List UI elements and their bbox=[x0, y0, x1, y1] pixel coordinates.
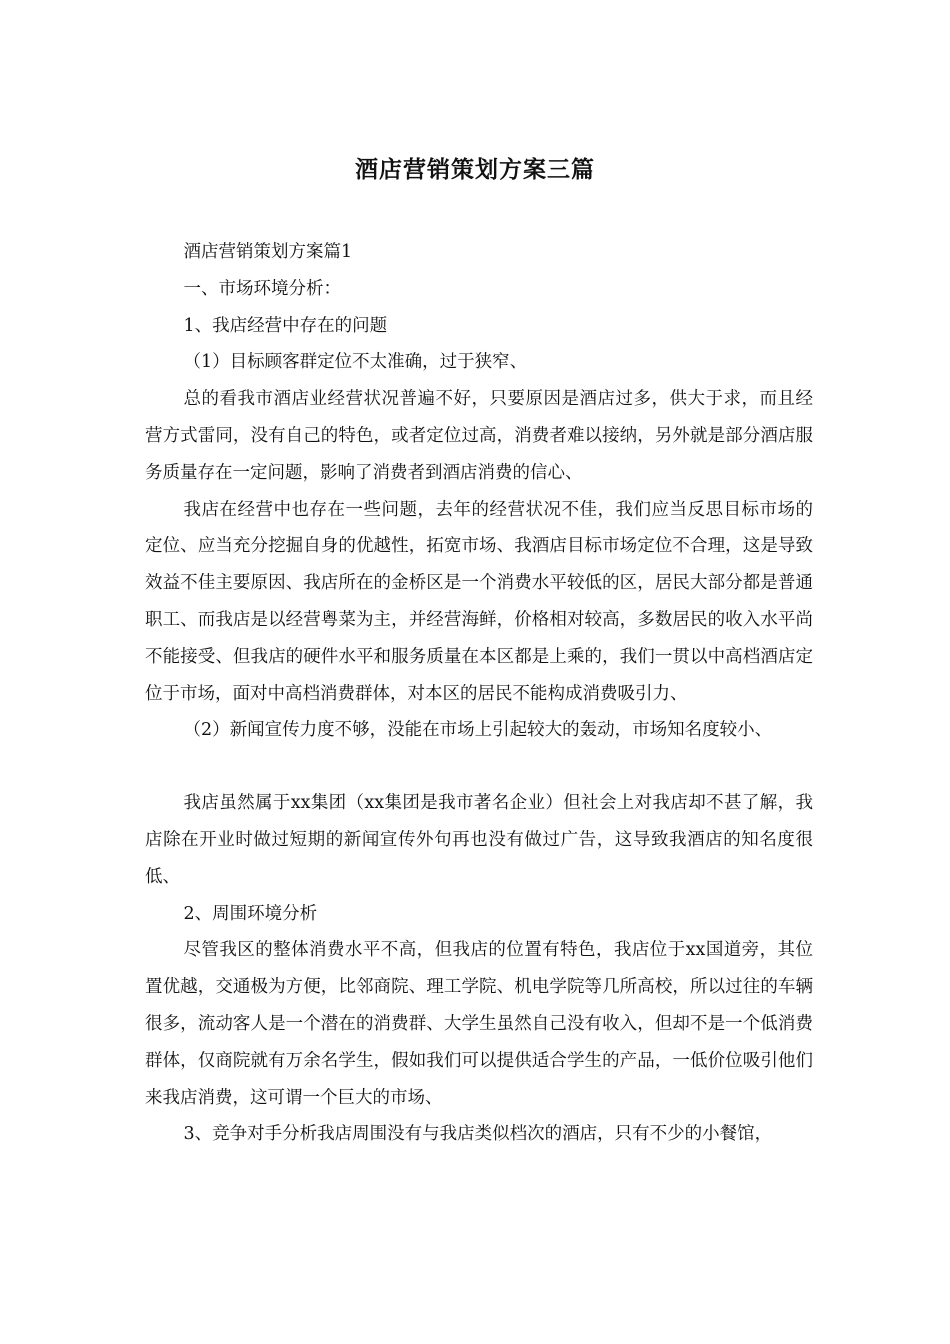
document-title: 酒店营销策划方案三篇 bbox=[355, 156, 595, 183]
document-body bbox=[145, 234, 813, 1153]
subsection-heading: 2、周围环境分析 bbox=[183, 903, 318, 924]
body-paragraph: 3、竞争对手分析我店周围没有与我店类似档次的酒店，只有不少的小餐馆， bbox=[183, 1124, 773, 1145]
list-item: （2）新闻宣传力度不够，没能在市场上引起较大的轰动，市场知名度较小、 bbox=[183, 720, 773, 741]
body-paragraph: 尽管我区的整体消费水平不高，但我店的位置有特色，我店位于xx国道旁，其位置优越，交通极为方便，比邻商院、理工学院、机电学院等几所高校，所以过往的车辆很多，流动客人是一个潜在的消费群、大学生虽然自己没有收入，但却不是一个低消费群体，仅商院就有万余名学生，假如我们可以提供适合学生的产品，一低价位吸引他们来我店消费，这可谓一个巨大的市场、 bbox=[145, 940, 813, 1108]
subsection-heading: 1、我店经营中存在的问题 bbox=[183, 315, 388, 336]
body-paragraph: 我店在经营中也存在一些问题，去年的经营状况不佳，我们应当反思目标市场的定位、应当充分挖掘自身的优越性，拓宽市场、我酒店目标市场定位不合理，这是导致效益不佳主要原因、我店所在的金桥区是一个消费水平较低的区，居民大部分都是普通职工、而我店是以经营粤菜为主，并经营海鲜，价格相对较高，多数居民的收入水平尚不能接受、但我店的硬件水平和服务质量在本区都是上乘的，我们一贯以中高档酒店定位于市场，面对中高档消费群体，对本区的居民不能构成消费吸引力、 bbox=[145, 499, 813, 704]
body-paragraph: 我店虽然属于xx集团（xx集团是我市著名企业）但社会上对我店却不甚了解，我店除在开业时做过短期的新闻宣传外句再也没有做过广告，这导致我酒店的知名度很低、 bbox=[145, 793, 813, 887]
list-item: （1）目标顾客群定位不太准确，过于狭窄、 bbox=[183, 352, 528, 373]
body-paragraph: 总的看我市酒店业经营状况普遍不好，只要原因是酒店过多，供大于求，而且经营方式雷同，没有自己的特色，或者定位过高，消费者难以接纳，另外就是部分酒店服务质量存在一定问题，影响了消费者到酒店消费的信心、 bbox=[145, 389, 813, 483]
section-heading: 酒店营销策划方案篇1 bbox=[183, 242, 353, 262]
subsection-heading: 一、市场环境分析： bbox=[183, 278, 341, 299]
